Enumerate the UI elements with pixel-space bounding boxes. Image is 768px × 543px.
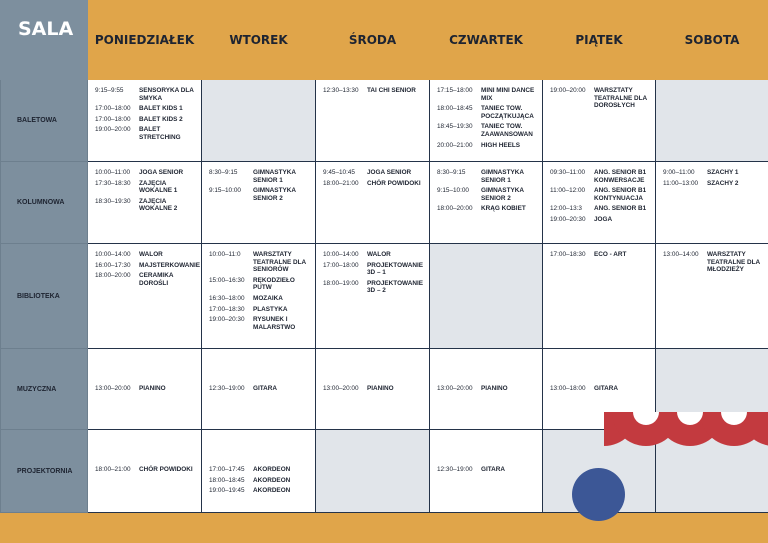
class-entry [95, 198, 197, 213]
schedule-cell [88, 244, 202, 349]
class-entry [323, 262, 425, 277]
room-name: BALETOWA [1, 80, 88, 162]
class-time: 8:30–9:15 [209, 169, 238, 176]
class-name: GIMNASTYKA SENIOR 1 [253, 169, 296, 184]
day-header-monday: PONIEDZIAŁEK [88, 1, 202, 80]
class-time: 12:00–13:3 [550, 205, 582, 213]
class-time: 18:00–18:45 [209, 476, 245, 484]
class-name: PIANINO [481, 385, 508, 392]
class-name: PIANINO [367, 385, 394, 392]
class-time: 16:30–18:00 [209, 294, 245, 302]
class-name: BALET KIDS 2 [139, 115, 183, 123]
class-entry [323, 251, 425, 259]
class-name: MINI MINI DANCE MIX [481, 87, 535, 102]
schedule-cell [543, 244, 656, 349]
class-entry [209, 466, 311, 474]
class-name: CHÓR POWIDOKI [139, 466, 193, 473]
class-entry [437, 123, 538, 138]
class-entry [437, 205, 538, 213]
class-entry [95, 385, 197, 393]
class-time: 8:30–9:15 [437, 169, 466, 176]
schedule-cell [430, 80, 543, 162]
class-entry [550, 169, 651, 184]
class-entry [209, 306, 311, 314]
class-entry [323, 385, 425, 393]
class-name: SZACHY 1 [707, 169, 739, 176]
class-time: 9:15–10:00 [437, 187, 469, 195]
room-name: MUZYCZNA [1, 349, 88, 430]
class-time: 18:00–20:00 [437, 205, 473, 213]
schedule-cell [316, 430, 430, 513]
class-time: 12:30–13:30 [323, 87, 359, 94]
class-entry [209, 295, 311, 303]
class-time: 12:30–19:00 [437, 466, 473, 473]
class-entry [550, 251, 651, 259]
class-name: ECO - ART [594, 251, 627, 258]
class-entry [209, 385, 311, 393]
day-header-wednesday: ŚRODA [316, 1, 430, 80]
class-entry [209, 251, 311, 274]
decorative-scallop-shape [604, 412, 768, 446]
class-name: JOGA [594, 215, 613, 223]
class-entry [550, 385, 651, 393]
class-name: PLASTYKA [253, 305, 288, 313]
class-name: BALET KIDS 1 [139, 105, 183, 113]
class-time: 19:00–20:00 [95, 126, 131, 134]
class-time: 9:00–11:00 [663, 169, 695, 176]
class-time: 17:00–18:30 [550, 251, 586, 258]
schedule-cell [656, 80, 768, 162]
class-time: 12:30–19:00 [209, 385, 245, 392]
class-name: RĘKODZIEŁO PUTW [253, 276, 295, 292]
class-name: HIGH HEELS [481, 141, 521, 149]
schedule-cell [656, 162, 768, 244]
class-name: JOGA SENIOR [139, 169, 184, 176]
class-name: AKORDEON [253, 466, 291, 473]
class-entry [209, 477, 311, 485]
class-name: WARSZTATY TEATRALNE DLA SENIORÓW [253, 251, 306, 274]
class-name: BALET STRETCHING [139, 126, 181, 141]
class-name: PROJEKTOWANIE 3D – 2 [367, 279, 423, 295]
class-time: 17:00–18:30 [209, 305, 245, 313]
class-entry [323, 180, 425, 188]
class-entry [209, 277, 311, 292]
header-row [1, 1, 768, 80]
class-name: ANG. SENIOR B1 KONWERSACJE [594, 169, 647, 184]
class-name: RYSUNEK I MALARSTWO [253, 316, 296, 331]
class-name: MOZAIKA [253, 294, 283, 302]
room-name: PROJEKTORNIA [1, 430, 88, 513]
schedule-cell [316, 244, 430, 349]
class-time: 18:45–19:30 [437, 123, 473, 131]
class-name: MAJSTERKOWANIE [139, 261, 201, 269]
class-entry [550, 187, 651, 202]
class-time: 11:00–13:00 [663, 179, 699, 187]
class-name: TANIEC TOW. POCZĄTKUJĄCA [481, 105, 534, 120]
class-name: GIMNASTYKA SENIOR 2 [253, 187, 296, 202]
class-entry [663, 180, 764, 188]
class-time: 17:15–18:00 [437, 87, 473, 94]
class-name: GITARA [481, 466, 506, 473]
room-name: KOLUMNOWA [1, 162, 88, 244]
class-time: 11:00–12:00 [550, 187, 586, 195]
schedule-cell [316, 349, 430, 430]
class-name: WALOR [367, 251, 391, 258]
day-header-thursday: CZWARTEK [430, 1, 543, 80]
class-time: 16:00–17:30 [95, 261, 131, 269]
class-time: 17:30–18:30 [95, 179, 131, 187]
class-entry [95, 116, 197, 124]
day-header-tuesday: WTOREK [202, 1, 316, 80]
class-time: 20:00–21:00 [437, 141, 473, 149]
class-entry [95, 105, 197, 113]
class-time: 17:00–18:00 [95, 105, 131, 113]
class-name: GITARA [253, 385, 278, 392]
class-name: CERAMIKA DOROŚLI [139, 272, 174, 287]
class-time: 10:00–11:00 [95, 169, 131, 176]
schedule-cell [202, 80, 316, 162]
class-name: TAI CHI SENIOR [367, 87, 416, 94]
schedule-cell [430, 430, 543, 513]
class-name: TANIEC TOW. ZAAWANSOWAN [481, 123, 533, 138]
class-name: ZAJĘCIA WOKALNE 1 [139, 179, 178, 195]
class-name: CHÓR POWIDOKI [367, 179, 421, 187]
class-time: 18:00–21:00 [323, 179, 359, 187]
class-entry [437, 385, 538, 393]
class-time: 10:00–14:00 [95, 251, 131, 258]
class-name: WARSZTATY TEATRALNE DLA DOROSŁYCH [594, 87, 647, 110]
schedule-cell [88, 430, 202, 513]
class-entry [663, 251, 764, 274]
class-entry [550, 205, 651, 213]
class-entry [95, 272, 197, 287]
class-name: GIMNASTYKA SENIOR 1 [481, 169, 524, 184]
class-entry [95, 466, 197, 474]
class-time: 18:30–19:30 [95, 197, 131, 205]
day-header-friday: PIĄTEK [543, 1, 656, 80]
class-entry [437, 87, 538, 102]
class-entry [95, 87, 197, 102]
schedule-cell [656, 244, 768, 349]
class-entry [437, 142, 538, 150]
schedule-cell [88, 80, 202, 162]
class-name: GIMNASTYKA SENIOR 2 [481, 187, 524, 202]
class-time: 15:00–16:30 [209, 276, 245, 284]
class-name: SZACHY 2 [707, 179, 739, 187]
class-time: 9:15–9:55 [95, 87, 124, 94]
class-name: WALOR [139, 251, 163, 258]
class-entry [550, 216, 651, 224]
decorative-blue-circle [572, 468, 625, 521]
class-name: PROJEKTOWANIE 3D – 1 [367, 261, 423, 277]
class-name: ANG. SENIOR B1 KONTYNUACJA [594, 187, 647, 202]
room-row [1, 244, 768, 349]
room-row [1, 162, 768, 244]
class-time: 13:00–20:00 [323, 385, 359, 392]
class-entry [95, 180, 197, 195]
class-entry [323, 169, 425, 177]
class-time: 18:00–19:00 [323, 279, 359, 287]
class-name: SENSORYKA DLA SMYKA [139, 87, 194, 102]
class-time: 17:00–18:00 [323, 261, 359, 269]
schedule-cell [316, 80, 430, 162]
class-entry [95, 169, 197, 177]
schedule-cell [202, 430, 316, 513]
class-time: 10:00–14:00 [323, 251, 359, 258]
class-time: 18:00–18:45 [437, 105, 473, 113]
class-entry [437, 466, 538, 474]
class-entry [95, 251, 197, 259]
class-name: ZAJĘCIA WOKALNE 2 [139, 197, 178, 213]
class-time: 19:00–19:45 [209, 487, 245, 495]
schedule-cell [430, 162, 543, 244]
class-entry [209, 487, 311, 495]
class-time: 18:00–21:00 [95, 466, 131, 473]
class-name: WARSZTATY TEATRALNE DLA MŁODZIEŻY [707, 251, 760, 274]
class-entry [323, 87, 425, 95]
class-time: 19:00–20:30 [209, 316, 245, 324]
class-entry [323, 280, 425, 295]
class-name: KRĄG KOBIET [481, 205, 526, 213]
class-time: 17:00–17:45 [209, 466, 245, 473]
class-entry [437, 187, 538, 202]
class-time: 19:00–20:00 [550, 87, 586, 94]
class-entry [209, 169, 311, 184]
schedule-cell [88, 162, 202, 244]
corner-header: SALA [1, 1, 88, 80]
schedule-cell [430, 349, 543, 430]
class-name: ANG. SENIOR B1 [594, 205, 647, 213]
class-name: AKORDEON [253, 487, 291, 495]
class-entry [209, 187, 311, 202]
class-time: 13:00–20:00 [95, 385, 131, 392]
class-time: 10:00–11:0 [209, 251, 241, 258]
day-header-saturday: SOBOTA [656, 1, 768, 80]
class-entry [95, 261, 201, 270]
class-entry [663, 169, 764, 177]
room-row [1, 80, 768, 162]
class-time: 18:00–20:00 [95, 272, 131, 280]
class-time: 9:15–10:00 [209, 187, 241, 195]
schedule-cell [202, 162, 316, 244]
schedule-cell [316, 162, 430, 244]
schedule-cell [543, 162, 656, 244]
class-time: 13:00–14:00 [663, 251, 699, 258]
class-entry [209, 316, 311, 331]
schedule-cell [202, 244, 316, 349]
class-time: 13:00–18:00 [550, 385, 586, 392]
class-name: AKORDEON [253, 476, 291, 484]
schedule-cell [202, 349, 316, 430]
schedule-cell [430, 244, 543, 349]
class-name: PIANINO [139, 385, 166, 392]
class-time: 17:00–18:00 [95, 115, 131, 123]
room-name: BIBLIOTEKA [1, 244, 88, 349]
schedule-cell [88, 349, 202, 430]
class-entry [95, 126, 197, 141]
class-time: 13:00–20:00 [437, 385, 473, 392]
class-entry [437, 169, 538, 184]
class-name: JOGA SENIOR [367, 169, 412, 176]
schedule-cell [543, 80, 656, 162]
class-time: 19:00–20:30 [550, 215, 586, 223]
class-time: 09:30–11:00 [550, 169, 586, 176]
class-time: 9:45–10:45 [323, 169, 355, 176]
class-entry [437, 105, 538, 120]
class-entry [550, 87, 651, 110]
class-name: GITARA [594, 385, 619, 392]
